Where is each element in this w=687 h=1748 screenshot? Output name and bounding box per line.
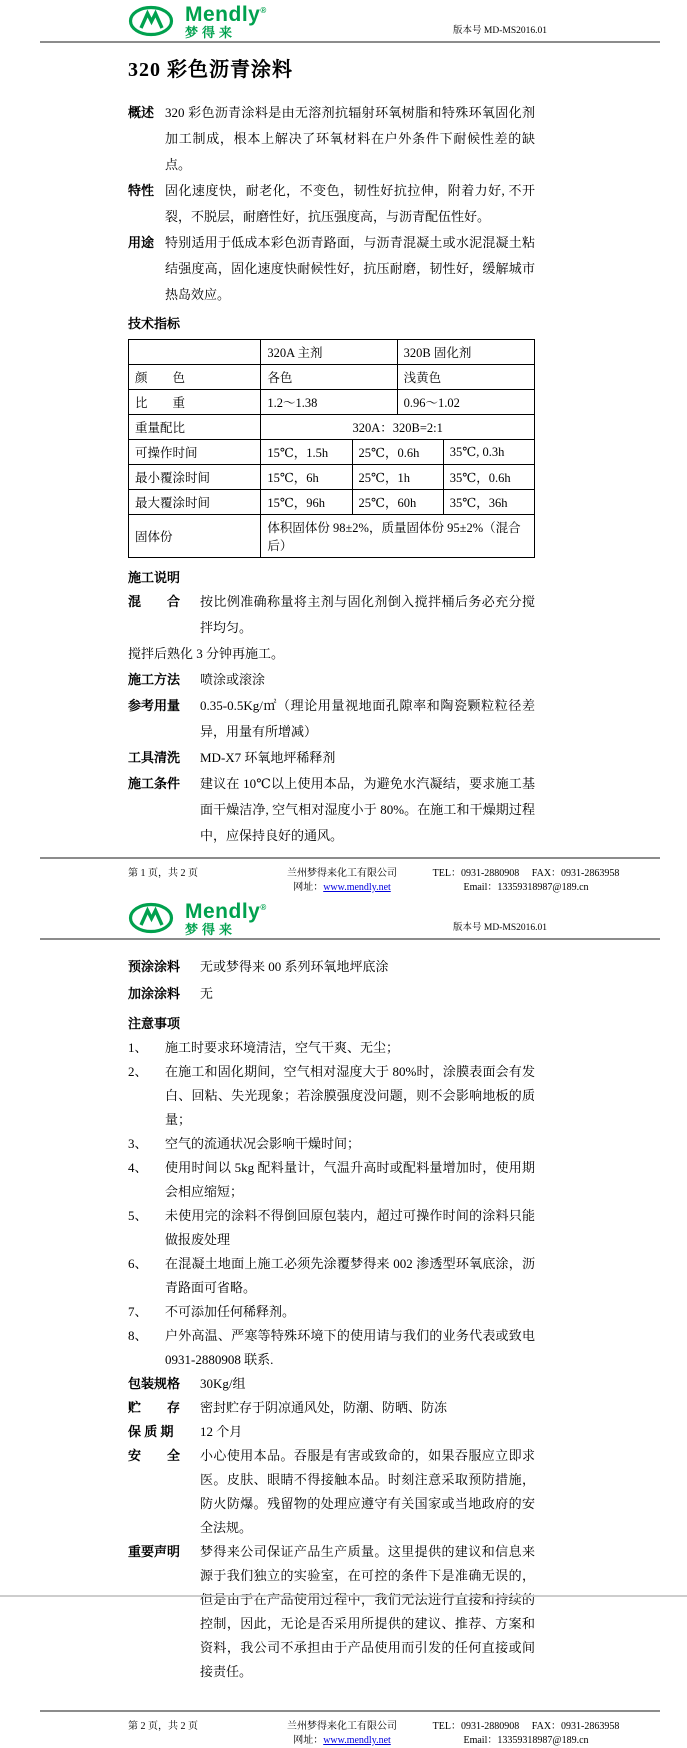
row-text: 小心使用本品。吞服是有害或致命的，如果吞服应立即求医。皮肤、眼睛不得接触本品。时刻注意采取预防措施，防火防爆。残留物的处理应遵守有关国家或当地政府的安全法规。 <box>200 1448 535 1535</box>
safety-row <box>128 1444 535 1540</box>
table-col-320a: 320A 主剂 <box>261 340 397 365</box>
row-value: 320A：320B=2:1 <box>261 415 535 440</box>
section-label: 概述 <box>128 105 155 120</box>
footer-tel-fax <box>426 1720 626 1734</box>
row-label: 最小覆涂时间 <box>129 465 261 490</box>
section-usage <box>128 230 535 308</box>
row-text: 密封贮存于阴凉通风处，防潮、防晒、防冻 <box>200 1400 448 1415</box>
footer-website-link[interactable]: www.mendly.net <box>323 1735 391 1746</box>
row-value-b: 0.96～1.02 <box>397 390 534 415</box>
row-text: 无 <box>200 986 214 1001</box>
table-row-color <box>129 365 535 390</box>
row-label: 最大覆涂时间 <box>129 490 261 515</box>
footer-email: Email：13359318987@189.cn <box>463 882 589 893</box>
row-text: 0.35-0.5Kg/㎡（理论用量视地面孔隙率和陶瓷颗粒粒径差异，用量有所增减） <box>200 698 535 739</box>
row-text: 按比例准确称量将主剂与固化剂倒入搅拌桶后务必充分搅拌均匀。 <box>200 594 535 635</box>
page2-footer <box>128 1720 687 1748</box>
row-value-35c: 35℃，36h <box>443 490 534 515</box>
note-item-7 <box>128 1300 535 1324</box>
section-features <box>128 178 535 230</box>
row-label: 可操作时间 <box>129 440 261 465</box>
row-value-15c: 15℃，6h <box>261 465 352 490</box>
note-item-8 <box>128 1324 535 1372</box>
mendly-logo-icon <box>128 4 180 38</box>
row-label: 保 质 期 <box>128 1424 174 1439</box>
row-text: 喷涂或滚涂 <box>200 672 266 687</box>
row-label: 施工方法 <box>128 672 181 687</box>
construction-heading: 施工说明 <box>128 570 181 585</box>
section-overview <box>128 100 535 178</box>
storage-row <box>128 1396 535 1420</box>
note-text: 户外高温、严寒等特殊环境下的使用请与我们的业务代表或致电 0931-2880908 联系. <box>165 1328 535 1367</box>
table-row-gravity <box>129 390 535 415</box>
row-text: 建议在 10℃以上使用本品，为避免水汽凝结，要求施工基面干燥洁净, 空气相对湿度小于 80%。在施工和干燥期过程中，应保持良好的通风。 <box>200 776 535 843</box>
note-text: 未使用完的涂料不得倒回原包装内，超过可操作时间的涂料只能做报废处理 <box>165 1208 535 1247</box>
row-value-25c: 25℃，1h <box>352 465 443 490</box>
note-item-1 <box>128 1036 535 1060</box>
note-number: 8、 <box>128 1328 148 1343</box>
note-item-3 <box>128 1132 535 1156</box>
note-text: 施工时要求环境清洁，空气干爽、无尘； <box>165 1040 400 1055</box>
row-label: 混 合 <box>128 594 181 609</box>
section-text: 固化速度快，耐老化，不变色，韧性好抗拉伸，附着力好, 不开裂，不脱层，耐磨性好，抗压强度高，与沥青配伍性好。 <box>165 183 535 224</box>
topcoat-row <box>128 980 535 1007</box>
row-text: 无或梦得来 00 系列环氧地坪底涂 <box>200 959 389 974</box>
registered-mark: ® <box>260 6 267 15</box>
note-text: 在混凝土地面上施工必须先涂覆梦得来 002 渗透型环氧底涂，沥青路面可省略。 <box>165 1256 535 1295</box>
row-value-35c: 35℃，0.6h <box>443 465 534 490</box>
page1-footer <box>128 867 687 895</box>
note-item-2 <box>128 1060 535 1132</box>
note-number: 3、 <box>128 1136 148 1151</box>
footer-tel-fax <box>426 867 626 881</box>
row-label: 加涂涂料 <box>128 986 181 1001</box>
row-label: 包装规格 <box>128 1376 181 1391</box>
footer-company: 兰州梦得来化工有限公司 <box>287 868 397 879</box>
page2-header <box>128 895 547 936</box>
page-title: 320 彩色沥青涂料 <box>128 59 293 81</box>
row-text: MD-X7 环氧地坪稀释剂 <box>200 750 336 765</box>
note-text: 不可添加任何稀释剂。 <box>165 1304 296 1319</box>
row-value-15c: 15℃，1.5h <box>261 440 352 465</box>
footer-rule-page2 <box>40 1710 660 1712</box>
table-row-pot-life <box>129 440 535 465</box>
note-number: 4、 <box>128 1160 148 1175</box>
tool-cleaning-row <box>128 745 535 771</box>
row-value: 体积固体份 98±2%，质量固体份 95±2%（混合后） <box>261 515 535 558</box>
note-text: 使用时间以 5kg 配料量计，气温升高时或配料量增加时，使用期会相应缩短； <box>165 1160 535 1199</box>
table-cell-empty <box>129 340 261 365</box>
brand-logo <box>128 4 267 39</box>
row-value-25c: 25℃，0.6h <box>352 440 443 465</box>
brand-logo <box>128 901 267 936</box>
bottom-edge-line <box>0 1595 687 1597</box>
note-text: 空气的流通状况会影响干燥时间； <box>165 1136 361 1151</box>
version-label: 版本号 MD-MS2016.01 <box>453 26 547 36</box>
reference-dosage-row <box>128 693 535 745</box>
tech-specs-heading: 技术指标 <box>128 316 181 331</box>
footer-web-label: 网址： <box>293 1735 324 1746</box>
footer-website-link[interactable]: www.mendly.net <box>323 882 391 893</box>
section-text: 320 彩色沥青涂料是由无溶剂抗辐射环氧树脂和特殊环氧固化剂加工制成，根本上解决了环氧材料在户外条件下耐候性差的缺点。 <box>165 105 535 172</box>
table-row-min-recoat <box>129 465 535 490</box>
row-value-a: 1.2～1.38 <box>261 390 397 415</box>
mix-row-continued: 搅拌后熟化 3 分钟再施工。 <box>128 646 285 661</box>
section-label: 用途 <box>128 235 155 250</box>
construction-conditions-row <box>128 771 535 849</box>
precoat-row <box>128 953 535 980</box>
footer-web-label: 网址： <box>293 882 324 893</box>
note-number: 1、 <box>128 1040 148 1055</box>
row-label: 重量配比 <box>129 415 261 440</box>
row-label: 贮 存 <box>128 1400 181 1415</box>
table-row-solids <box>129 515 535 558</box>
note-item-4 <box>128 1156 535 1204</box>
registered-mark: ® <box>260 903 267 912</box>
row-label: 重要声明 <box>128 1544 181 1559</box>
row-text: 30Kg/组 <box>200 1376 246 1391</box>
note-number: 2、 <box>128 1064 148 1079</box>
row-label: 安 全 <box>128 1448 181 1463</box>
brand-name-en: Mendly® <box>185 900 267 923</box>
mendly-logo-icon <box>128 901 180 935</box>
row-value-b: 浅黄色 <box>397 365 534 390</box>
row-label: 工具清洗 <box>128 750 181 765</box>
row-text: 12 个月 <box>200 1424 243 1439</box>
footer-rule-page1 <box>40 857 660 859</box>
row-value-15c: 15℃，96h <box>261 490 352 515</box>
footer-tel: TEL：0931-2880908 <box>432 1721 520 1732</box>
note-item-5 <box>128 1204 535 1252</box>
footer-email: Email：13359318987@189.cn <box>463 1735 589 1746</box>
brand-name-en: Mendly® <box>185 3 267 26</box>
row-text: 梦得来公司保证产品生产质量。这里提供的建议和信息来源于我们独立的实验室，在可控的条件下是准确无误的，但是由于在产品使用过程中，我们无法进行直接和持续的控制，因此，无论是否采用所提供的建议、推荐、方案和资料，我公司不承担由于产品使用而引发的任何直接或间接责任。 <box>200 1544 535 1679</box>
disclaimer-row <box>128 1540 535 1684</box>
header-rule-page1 <box>40 41 660 43</box>
table-row-max-recoat <box>129 490 535 515</box>
notes-heading: 注意事项 <box>128 1016 181 1031</box>
footer-fax: FAX：0931-2863958 <box>531 1721 620 1732</box>
note-number: 6、 <box>128 1256 148 1271</box>
page1-header <box>128 0 547 39</box>
footer-tel: TEL：0931-2880908 <box>432 868 520 879</box>
table-header-row <box>129 340 535 365</box>
section-text: 特别适用于低成本彩色沥青路面，与沥青混凝土或水泥混凝土粘结强度高，固化速度快耐候性好，抗压耐磨，韧性好，缓解城市热岛效应。 <box>165 235 535 302</box>
row-label: 预涂涂料 <box>128 959 181 974</box>
brand-name-cn: 梦得来 <box>185 922 237 937</box>
footer-page-number: 第 2 页，共 2 页 <box>128 1721 198 1732</box>
row-label: 施工条件 <box>128 776 181 791</box>
row-value-35c: 35℃, 0.3h <box>443 440 534 465</box>
header-rule-page2 <box>40 938 660 940</box>
row-label: 颜 色 <box>129 365 261 390</box>
packaging-row <box>128 1372 535 1396</box>
row-label: 参考用量 <box>128 698 181 713</box>
row-value-25c: 25℃，60h <box>352 490 443 515</box>
row-value-a: 各色 <box>261 365 397 390</box>
note-item-6 <box>128 1252 535 1300</box>
footer-page-number: 第 1 页，共 2 页 <box>128 868 198 879</box>
footer-company: 兰州梦得来化工有限公司 <box>287 1721 397 1732</box>
mix-row <box>128 589 535 641</box>
note-number: 5、 <box>128 1208 148 1223</box>
row-label: 比 重 <box>129 390 261 415</box>
shelf-life-row <box>128 1420 535 1444</box>
section-label: 特性 <box>128 183 155 198</box>
construction-method-row <box>128 667 535 693</box>
note-number: 7、 <box>128 1304 148 1319</box>
version-label: 版本号 MD-MS2016.01 <box>453 923 547 933</box>
tech-specs-table <box>128 339 535 558</box>
note-text: 在施工和固化期间，空气相对湿度大于 80%时，涂膜表面会有发白、回粘、失光现象；若涂膜强度没问题，则不会影响地板的质量； <box>165 1064 535 1127</box>
table-col-320b: 320B 固化剂 <box>397 340 534 365</box>
row-label: 固体份 <box>129 515 261 558</box>
brand-name-cn: 梦得来 <box>185 25 237 40</box>
footer-fax: FAX：0931-2863958 <box>531 868 620 879</box>
table-row-ratio <box>129 415 535 440</box>
